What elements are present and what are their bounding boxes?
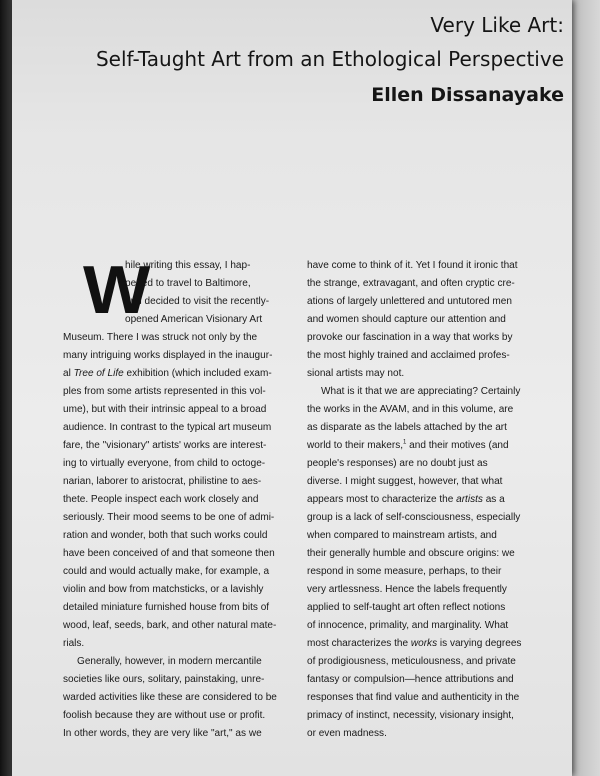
title-line-1: Very Like Art:: [430, 13, 564, 37]
text-line: seriously. Their mood seems to be one of admi-: [63, 512, 275, 523]
text-line: people's responses) are no doubt just as: [307, 458, 488, 469]
exhibition-title: Tree of Life: [73, 368, 124, 379]
text-line: opened American Visionary Art: [125, 314, 263, 325]
text-line: most characterizes the works is varying degrees: [307, 638, 522, 649]
text-line: rials.: [63, 638, 85, 649]
text-line: pened to travel to Baltimore,: [125, 278, 251, 289]
text-line: or even madness.: [307, 728, 387, 739]
text-line: appears most to characterize the artists as a: [307, 494, 505, 505]
text-line: foolish because they are without use or profit.: [63, 710, 266, 721]
text-line: ume), but with their intrinsic appeal to a broad: [63, 404, 267, 415]
text-line: applied to self-taught art often reflect notions: [307, 602, 506, 613]
left-column: [63, 252, 295, 743]
text-line: fantasy or compulsion—hence attributions and: [307, 674, 514, 685]
text-line: diverse. I might suggest, however, that what: [307, 476, 503, 487]
title-line-2: Self-Taught Art from an Ethological Perspective: [95, 47, 564, 71]
text-line: sional artists may not.: [307, 368, 405, 379]
text-line: ing to virtually everyone, from child to octoge-: [63, 458, 266, 469]
text-line: hile writing this essay, I hap-: [125, 260, 251, 271]
text-line: thete. People inspect each work closely and: [63, 494, 259, 505]
text-line: have been conceived of and that someone then: [63, 548, 275, 559]
footnote-marker: 1: [403, 439, 407, 446]
drop-cap: W: [83, 252, 151, 328]
text-line: have come to think of it. Yet I found it ironic that: [307, 260, 518, 271]
text-line: the most highly trained and acclaimed profes-: [307, 350, 510, 361]
text-line: audience. In contrast to the typical art museum: [63, 422, 272, 433]
text-line: the works in the AVAM, and in this volume, are: [307, 404, 514, 415]
text-line: and decided to visit the recently-: [125, 296, 270, 307]
text-line: world to their makers,$^1$ and their motives (and: [307, 439, 509, 451]
text-line: and women should capture our attention and: [307, 314, 506, 325]
text-line: of innocence, primality, and marginality. What: [307, 620, 509, 631]
text-line: wood, leaf, seeds, bark, and other natural mate-: [63, 620, 277, 631]
text-line: of prodigiousness, meticulousness, and private: [307, 656, 516, 667]
text-line: their generally humble and obscure origins: we: [307, 548, 515, 559]
text-line: Museum. There I was struck not only by the: [63, 332, 258, 343]
text-line: group is a lack of self-consciousness, especially: [307, 512, 521, 523]
text-line: Generally, however, in modern mercantile: [77, 656, 262, 667]
text-line: What is it that we are appreciating? Certainly: [321, 386, 521, 397]
text-line: respond in some measure, perhaps, to their: [307, 566, 502, 577]
text-line: societies like ours, solitary, painstaking, unre-: [63, 674, 265, 685]
text-line: ples from some artists represented in this vol-: [63, 386, 266, 397]
text-line: provoke our fascination in a way that works by: [307, 332, 513, 343]
text-line: could and would actually make, for example, a: [63, 566, 270, 577]
text-line: ration and wonder, both that such works could: [63, 530, 268, 541]
text-line: very artlessness. Hence the labels frequently: [307, 584, 507, 595]
book-page: [12, 0, 572, 776]
page-edge: [572, 0, 600, 776]
text-line: as disparate as the labels attached by the art: [307, 422, 507, 433]
text-line: detailed miniature furnished house from bits of: [63, 602, 270, 613]
text-line: primacy of instinct, necessity, visionary insight,: [307, 710, 514, 721]
text-line: warded activities like these are considered to be: [63, 692, 277, 703]
text-line: responses that find value and authenticity in the: [307, 692, 520, 703]
book-gutter-shadow: [0, 0, 12, 776]
text-line: violin and bow from matchsticks, or a lavishly: [63, 584, 264, 595]
right-column: [307, 257, 539, 743]
text-line: many intriguing works displayed in the inaugur-: [63, 350, 273, 361]
text-line: In other words, they are very like "art," as we: [63, 728, 262, 739]
text-line: narian, laborer to aristocrat, philistine to aes-: [63, 476, 262, 487]
author-name: Ellen Dissanayake: [371, 84, 564, 106]
text-line: when compared to mainstream artists, and: [307, 530, 497, 541]
text-line: the strange, extravagant, and often cryptic cre-: [307, 278, 515, 289]
text-line: fare, the "visionary" artists' works are interest-: [63, 440, 267, 451]
text-line: al Tree of Life exhibition (which included exam-: [63, 368, 272, 379]
text-line: ations of largely unlettered and untutored men: [307, 296, 512, 307]
